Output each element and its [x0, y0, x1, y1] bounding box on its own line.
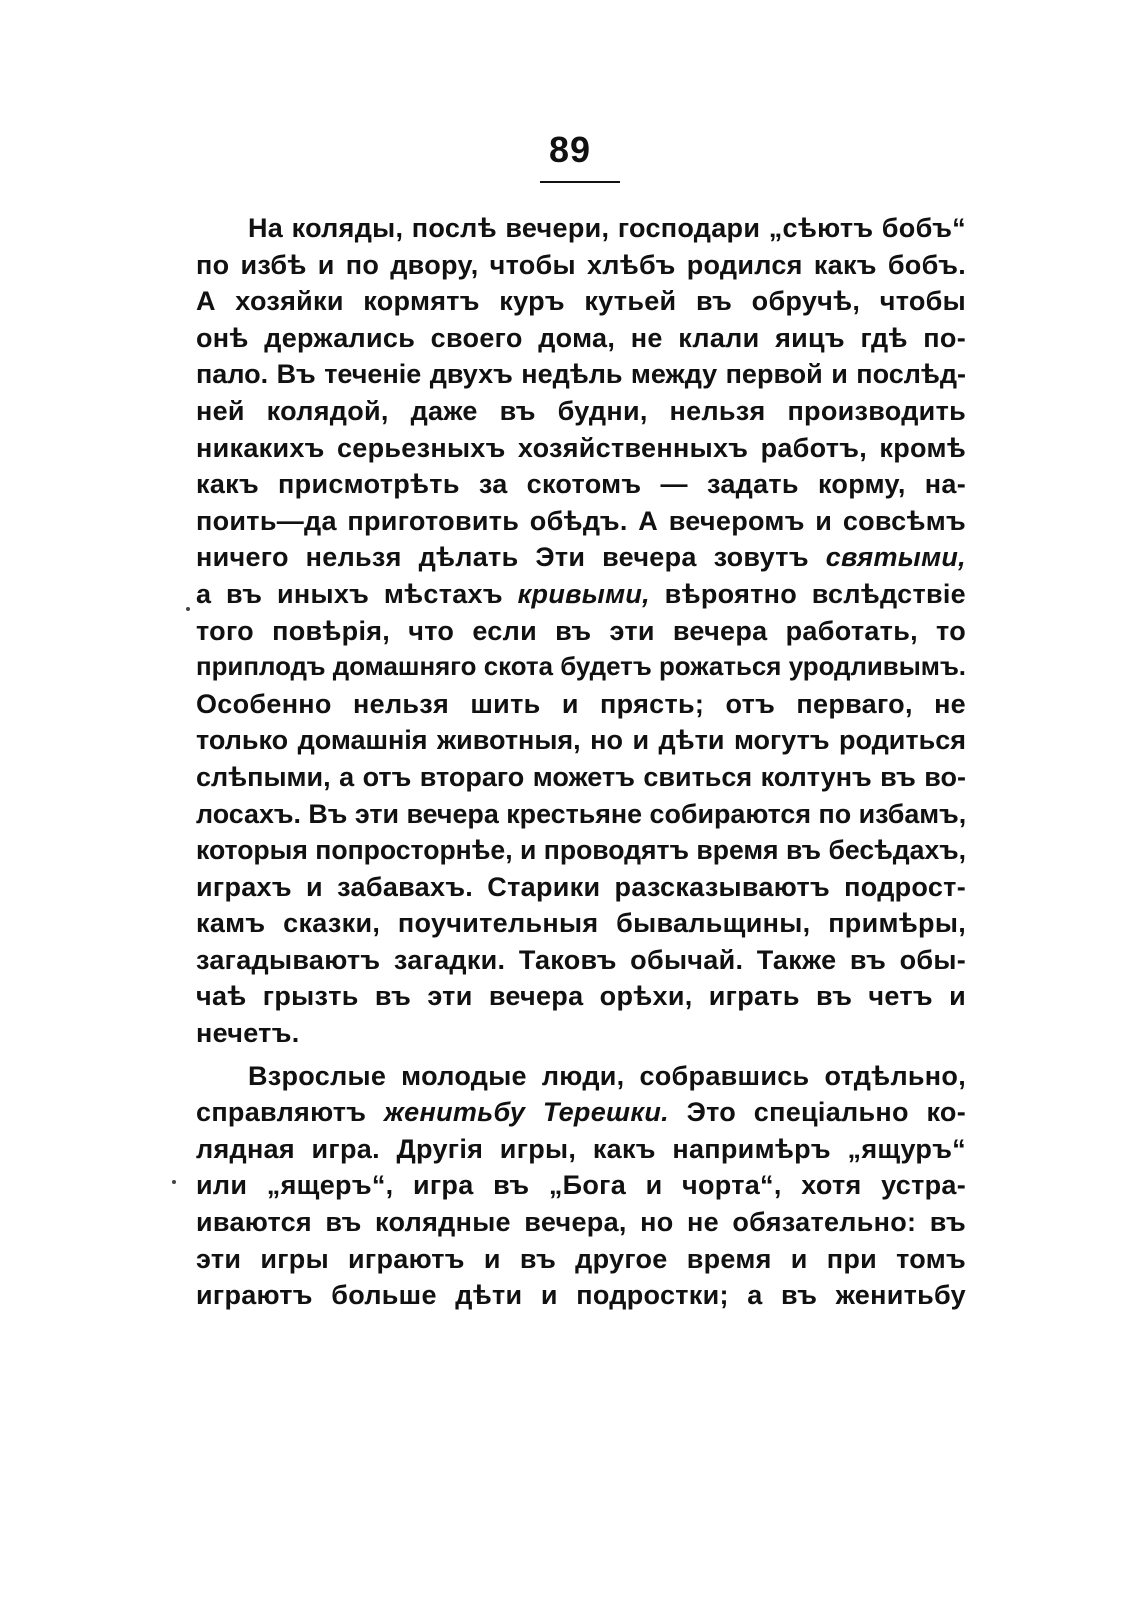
- text-segment: ничего нельзя дѣлать Эти вечера зовутъ: [196, 542, 826, 573]
- text-line: поить—да приготовить обѣдъ. А вечеромъ и совсѣмъ: [196, 505, 966, 536]
- text-line: какъ присмотрѣть за скотомъ — задать корму, на-: [196, 469, 966, 500]
- text-line: На коляды, послѣ вечери, господари „сѣютъ бобъ“: [248, 213, 966, 243]
- page-number-rule: [540, 181, 620, 183]
- text-line: играхъ и забавахъ. Старики разсказываютъ подрост-: [196, 871, 966, 902]
- text-line: эти игры играютъ и въ другое время и при томъ: [196, 1243, 966, 1274]
- text-line: Особенно нельзя шить и прясть; отъ перваго, не: [196, 688, 966, 719]
- text-segment: Это спеціально ко-: [668, 1097, 966, 1128]
- text-line: А хозяйки кормятъ куръ кутьей въ обручѣ, чтобы: [196, 286, 966, 317]
- text-line: Взрослые молодые люди, собравшись отдѣльно,: [248, 1060, 966, 1091]
- text-segment: справляютъ: [196, 1097, 384, 1128]
- text-line: нечетъ.: [196, 1018, 300, 1049]
- text-line: лядная игра. Другія игры, какъ напримѣръ „ящуръ“: [196, 1133, 966, 1164]
- italic-term-krivymi: кривыми,: [517, 578, 650, 609]
- text-line: по избѣ и по двору, чтобы хлѣбъ родился какъ бобъ.: [196, 249, 966, 280]
- text-line: играютъ больше дѣти и подростки; а въ женитьбу: [196, 1280, 966, 1311]
- text-line: пало. Въ теченіе двухъ недѣль между первой и послѣд-: [196, 359, 966, 390]
- text-line: камъ сказки, поучительныя бывальщины, примѣры,: [196, 908, 966, 939]
- text-line-with-italic: [196, 539, 966, 576]
- text-line: приплодъ домашняго скота будетъ рожаться уродливымъ.: [196, 653, 966, 682]
- text-line: или „ящеръ“, игра въ „Бога и чорта“, хотя устра-: [196, 1170, 966, 1201]
- paragraph-1: [196, 210, 966, 1052]
- text-line: иваются въ колядные вечера, но не обязательно: въ: [196, 1207, 966, 1238]
- text-line: только домашнія животныя, но и дѣти могутъ родиться: [196, 725, 966, 756]
- text-line: чаѣ грызть въ эти вечера орѣхи, играть въ четъ и: [196, 981, 966, 1012]
- text-segment: вѣроятно вслѣдствіе: [649, 578, 966, 609]
- body-text: [196, 210, 966, 1314]
- margin-mark: [172, 1180, 176, 1184]
- page-number: 89: [548, 129, 592, 170]
- text-line: которыя попросторнѣе, и проводятъ время въ бесѣдахъ,: [196, 835, 966, 866]
- text-line: лосахъ. Въ эти вечера крестьяне собираются по избамъ,: [196, 798, 966, 829]
- text-line: онѣ держались своего дома, не клали яицъ гдѣ по-: [196, 322, 966, 353]
- text-line-with-italic: [196, 1094, 966, 1131]
- margin-mark: [186, 607, 190, 611]
- italic-term-svyatymi: святыми,: [825, 542, 966, 573]
- text-line: никакихъ серьезныхъ хозяйственныхъ работъ, кромѣ: [196, 432, 966, 463]
- text-line: загадываютъ загадки. Таковъ обычай. Также въ обы-: [196, 944, 966, 975]
- text-line: ней колядой, даже въ будни, нельзя производить: [196, 395, 966, 426]
- paragraph-2: [196, 1058, 966, 1314]
- text-line: того повѣрія, что если въ эти вечера работать, то: [196, 615, 966, 646]
- text-line: слѣпыми, а отъ втораго можетъ свиться колтунъ въ во-: [196, 761, 966, 792]
- text-line-with-italic: [196, 576, 966, 613]
- text-segment: а въ иныхъ мѣстахъ: [196, 578, 518, 609]
- italic-term-zhenitba-tereshki: женитьбу Терешки.: [383, 1097, 669, 1128]
